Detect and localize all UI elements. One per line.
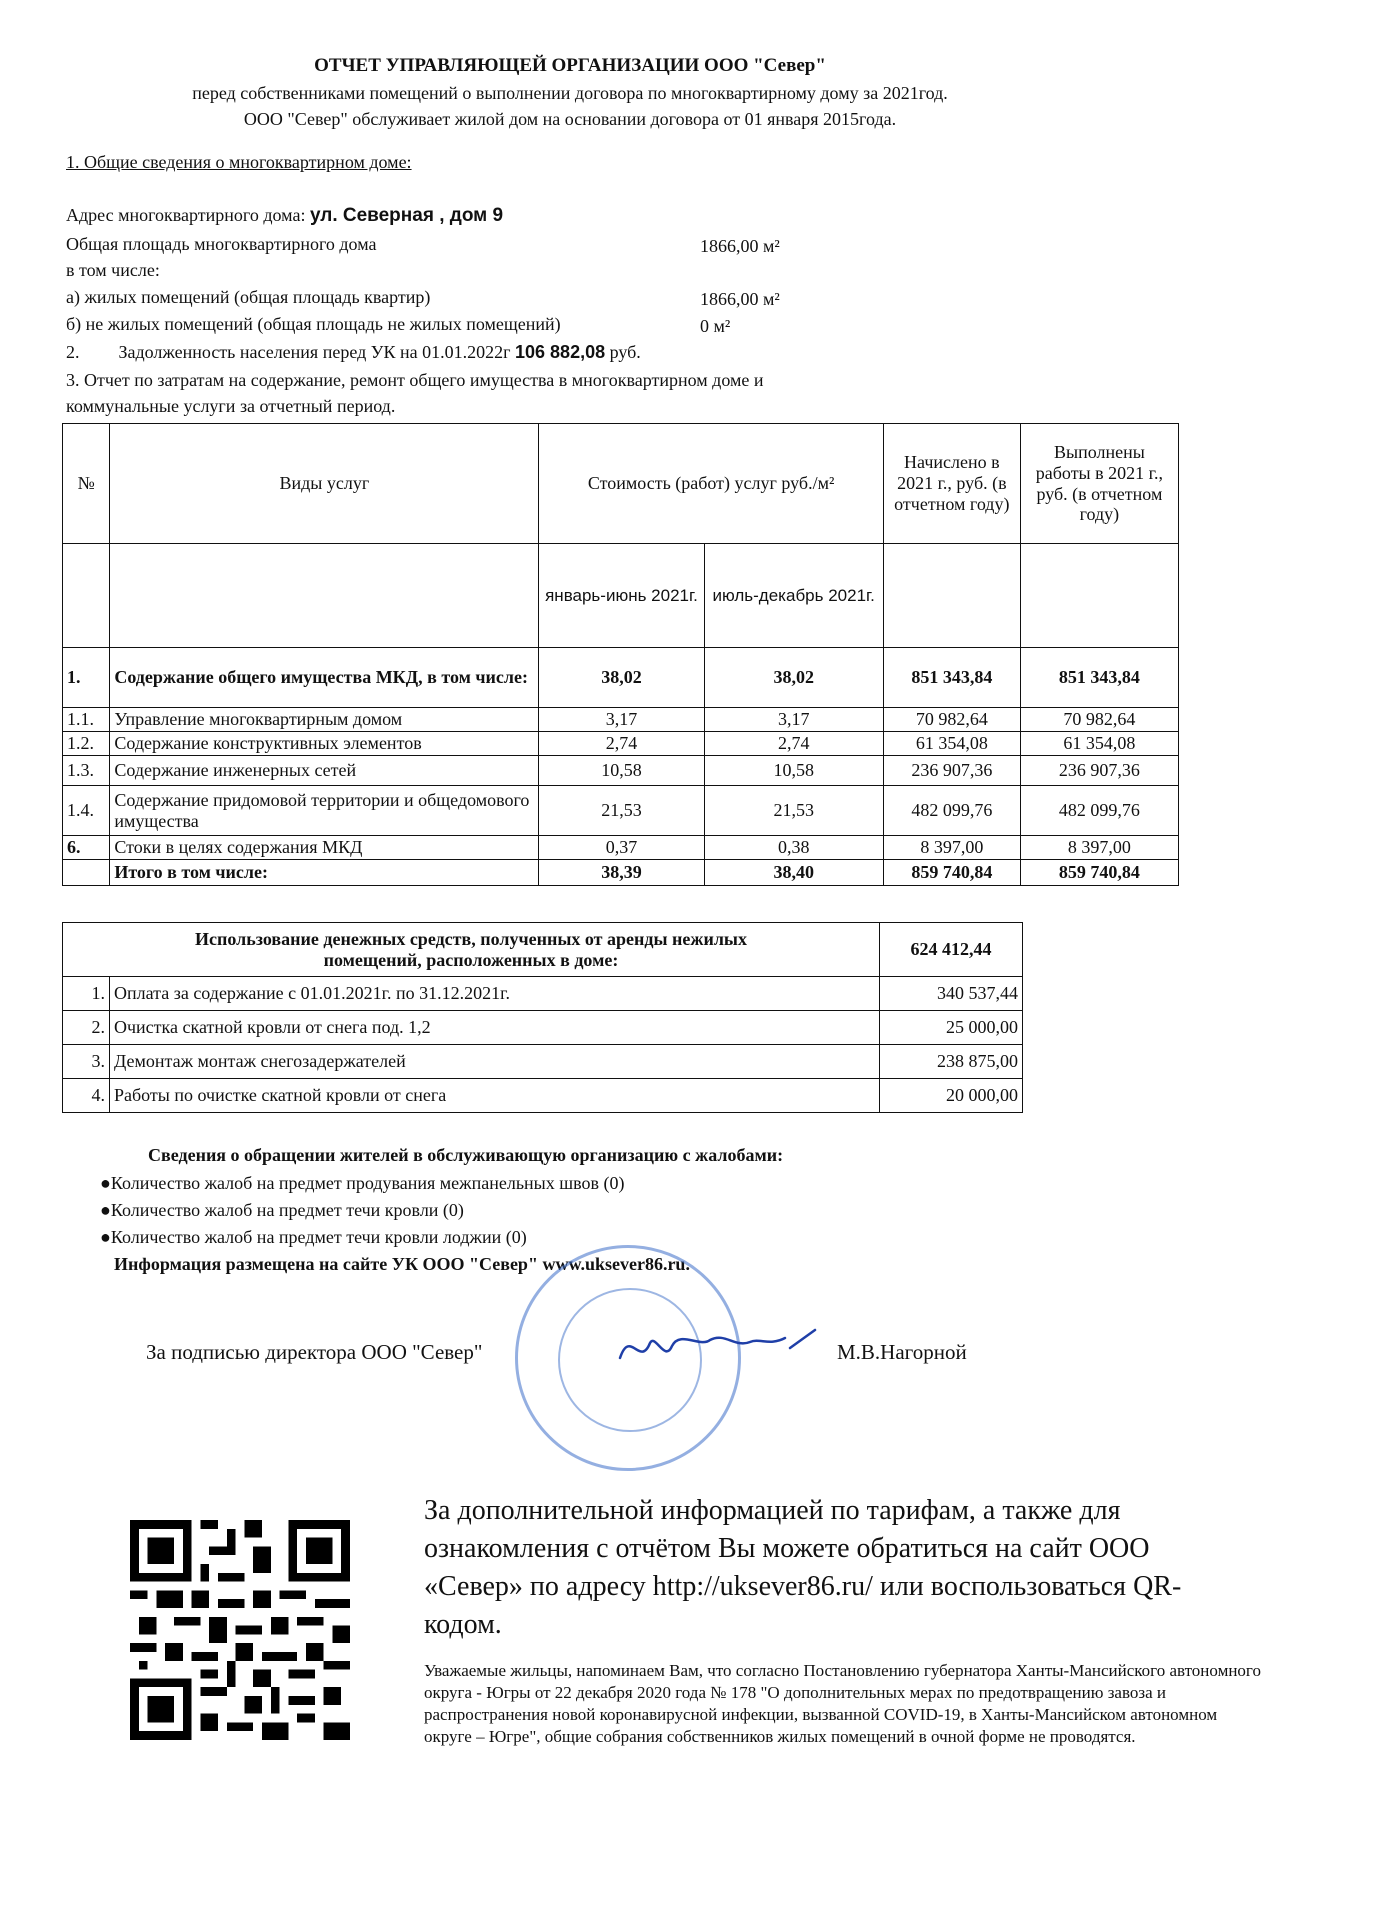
row-period1: 3,17 <box>539 708 704 732</box>
row-charged: 482 099,76 <box>883 786 1020 836</box>
table-row <box>63 836 1179 860</box>
row-num: 1. <box>63 648 110 708</box>
complaint-item-2: ●Количество жалоб на предмет течи кровли (0) <box>100 1200 464 1220</box>
col-num-header: № <box>63 424 110 544</box>
nonliving-area-value: 0 м² <box>700 316 731 336</box>
debt-value: 106 882,08 <box>515 342 606 362</box>
row-done: 70 982,64 <box>1020 708 1178 732</box>
row-done: 236 907,36 <box>1020 756 1178 786</box>
row-period2: 10,58 <box>704 756 883 786</box>
row-done: 8 397,00 <box>1020 836 1178 860</box>
row-name: Итого в том числе: <box>110 860 539 886</box>
rent-heading: Использование денежных средств, полученных от аренды нежилых помещений, расположенных в доме: <box>63 923 880 977</box>
row-done: 61 354,08 <box>1020 732 1178 756</box>
row-period2: 2,74 <box>704 732 883 756</box>
covid-notice: Уважаемые жильцы, напоминаем Вам, что согласно Постановлению губернатора Ханты-Мансийского автономного округа - Югры от 22 декабря 2020 года № 178 "О дополнительных мерах по предотвращению завоза и распространения новой коронавирусной инфекции, вызванной COVID-19, в Ханты-Мансийском автономном округе – Югре", общие собрания собственников жилых помещений в очной форме не проводятся. <box>424 1661 1261 1746</box>
table-row <box>63 977 1023 1011</box>
debt-row <box>66 342 641 363</box>
row-period2: 0,38 <box>704 836 883 860</box>
col-charged-header: Начислено в 2021 г., руб. (в отчетном году) <box>883 424 1020 544</box>
report-intro-2: коммунальные услуги за отчетный период. <box>66 396 396 416</box>
address-row <box>66 205 503 227</box>
table-row <box>63 732 1179 756</box>
row-done: 482 099,76 <box>1020 786 1178 836</box>
row-name: Содержание инженерных сетей <box>110 756 539 786</box>
row-num: 3. <box>63 1045 110 1079</box>
row-name: Содержание конструктивных элементов <box>110 732 539 756</box>
table-row <box>63 756 1179 786</box>
rent-total: 624 412,44 <box>880 923 1023 977</box>
row-num: 1.4. <box>63 786 110 836</box>
row-period1: 2,74 <box>539 732 704 756</box>
debt-label: Задолженность населения перед УК на 01.01.2022г <box>118 342 511 362</box>
footer-info: За дополнительной информацией по тарифам, а также для ознакомления с отчётом Вы можете обратиться на сайт ООО «Север» по адресу http://uksever86.ru/ или воспользоваться QR-кодом. <box>424 1495 1182 1640</box>
row-value: 20 000,00 <box>880 1079 1023 1113</box>
row-charged: 859 740,84 <box>883 860 1020 886</box>
row-charged: 8 397,00 <box>883 836 1020 860</box>
col-done-header: Выполнены работы в 2021 г., руб. (в отчетном году) <box>1020 424 1178 544</box>
table-row <box>63 786 1179 836</box>
row-period1: 0,37 <box>539 836 704 860</box>
complaint-item-1: ●Количество жалоб на предмет продувания межпанельных швов (0) <box>100 1173 625 1193</box>
row-period2: 38,02 <box>704 648 883 708</box>
row-charged: 70 982,64 <box>883 708 1020 732</box>
row-num: 1.1. <box>63 708 110 732</box>
row-num <box>63 860 110 886</box>
row-name: Содержание придомовой территории и общедомового имущества <box>110 786 539 836</box>
row-period1: 10,58 <box>539 756 704 786</box>
period-1-header: январь-июнь 2021г. <box>539 544 704 648</box>
living-area-label: а) жилых помещений (общая площадь квартир) <box>66 287 431 307</box>
general-heading: 1. Общие сведения о многоквартирном доме: <box>66 152 412 172</box>
address-label: Адрес многоквартирного дома: <box>66 205 306 225</box>
row-charged: 236 907,36 <box>883 756 1020 786</box>
table-row <box>63 708 1179 732</box>
complaints-heading: Сведения о обращении жителей в обслуживающую организацию с жалобами: <box>148 1145 784 1165</box>
row-name: Стоки в целях содержания МКД <box>110 836 539 860</box>
row-value: 25 000,00 <box>880 1011 1023 1045</box>
table-row-total <box>63 860 1179 886</box>
period-2-header: июль-декабрь 2021г. <box>704 544 883 648</box>
row-value: 340 537,44 <box>880 977 1023 1011</box>
col-cost-header: Стоимость (работ) услуг руб./м² <box>539 424 883 544</box>
row-name: Управление многоквартирным домом <box>110 708 539 732</box>
col-type-header: Виды услуг <box>110 424 539 544</box>
site-info: Информация размещена на сайте УК ООО "Север" www.uksever86.ru. <box>114 1254 690 1274</box>
complaint-item-3: ●Количество жалоб на предмет течи кровли лоджии (0) <box>100 1227 527 1247</box>
address-value: ул. Северная , дом 9 <box>309 205 504 226</box>
row-num: 1.2. <box>63 732 110 756</box>
row-name: Очистка скатной кровли от снега под. 1,2 <box>110 1011 880 1045</box>
services-table <box>62 423 1179 886</box>
services-header-row <box>63 424 1179 544</box>
row-done: 851 343,84 <box>1020 648 1178 708</box>
total-area-label: Общая площадь многоквартирного дома <box>66 234 377 254</box>
row-period1: 38,39 <box>539 860 704 886</box>
report-title: ОТЧЕТ УПРАВЛЯЮЩЕЙ ОРГАНИЗАЦИИ ООО "Север" <box>314 55 826 76</box>
row-done: 859 740,84 <box>1020 860 1178 886</box>
row-name: Демонтаж монтаж снегозадержателей <box>110 1045 880 1079</box>
nonliving-area-label: б) не жилых помещений (общая площадь не жилых помещений) <box>66 314 561 334</box>
table-row <box>63 1045 1023 1079</box>
living-area-value: 1866,00 м² <box>700 289 780 309</box>
debt-unit: руб. <box>609 342 641 362</box>
row-name: Содержание общего имущества МКД, в том числе: <box>110 648 539 708</box>
row-period2: 3,17 <box>704 708 883 732</box>
row-num: 1.3. <box>63 756 110 786</box>
signature-name: М.В.Нагорной <box>837 1340 967 1364</box>
qr-code-icon[interactable] <box>130 1520 350 1740</box>
table-row <box>63 1011 1023 1045</box>
including-label: в том числе: <box>66 260 160 280</box>
table-row <box>63 648 1179 708</box>
row-num: 4. <box>63 1079 110 1113</box>
row-period2: 38,40 <box>704 860 883 886</box>
report-contract-line: ООО "Север" обслуживает жилой дом на основании договора от 01 января 2015года. <box>243 109 897 129</box>
row-period1: 21,53 <box>539 786 704 836</box>
row-charged: 61 354,08 <box>883 732 1020 756</box>
row-num: 2. <box>63 1011 110 1045</box>
row-period2: 21,53 <box>704 786 883 836</box>
row-period1: 38,02 <box>539 648 704 708</box>
signature-label: За подписью директора ООО "Север" <box>146 1340 483 1364</box>
row-name: Работы по очистке скатной кровли от снега <box>110 1079 880 1113</box>
rent-header-row <box>63 923 1023 977</box>
row-name: Оплата за содержание с 01.01.2021г. по 31.12.2021г. <box>110 977 880 1011</box>
row-charged: 851 343,84 <box>883 648 1020 708</box>
signature-icon <box>610 1318 820 1378</box>
row-value: 238 875,00 <box>880 1045 1023 1079</box>
table-row <box>63 1079 1023 1113</box>
row-num: 6. <box>63 836 110 860</box>
row-num: 1. <box>63 977 110 1011</box>
rent-table <box>62 922 1023 1113</box>
services-period-row <box>63 544 1179 648</box>
report-intro-1: 3. Отчет по затратам на содержание, ремонт общего имущества в многоквартирном доме и <box>66 370 764 390</box>
debt-num: 2. <box>66 342 80 362</box>
report-subtitle: перед собственниками помещений о выполнении договора по многоквартирному дому за 2021год. <box>192 83 948 103</box>
total-area-value: 1866,00 м² <box>700 236 780 256</box>
